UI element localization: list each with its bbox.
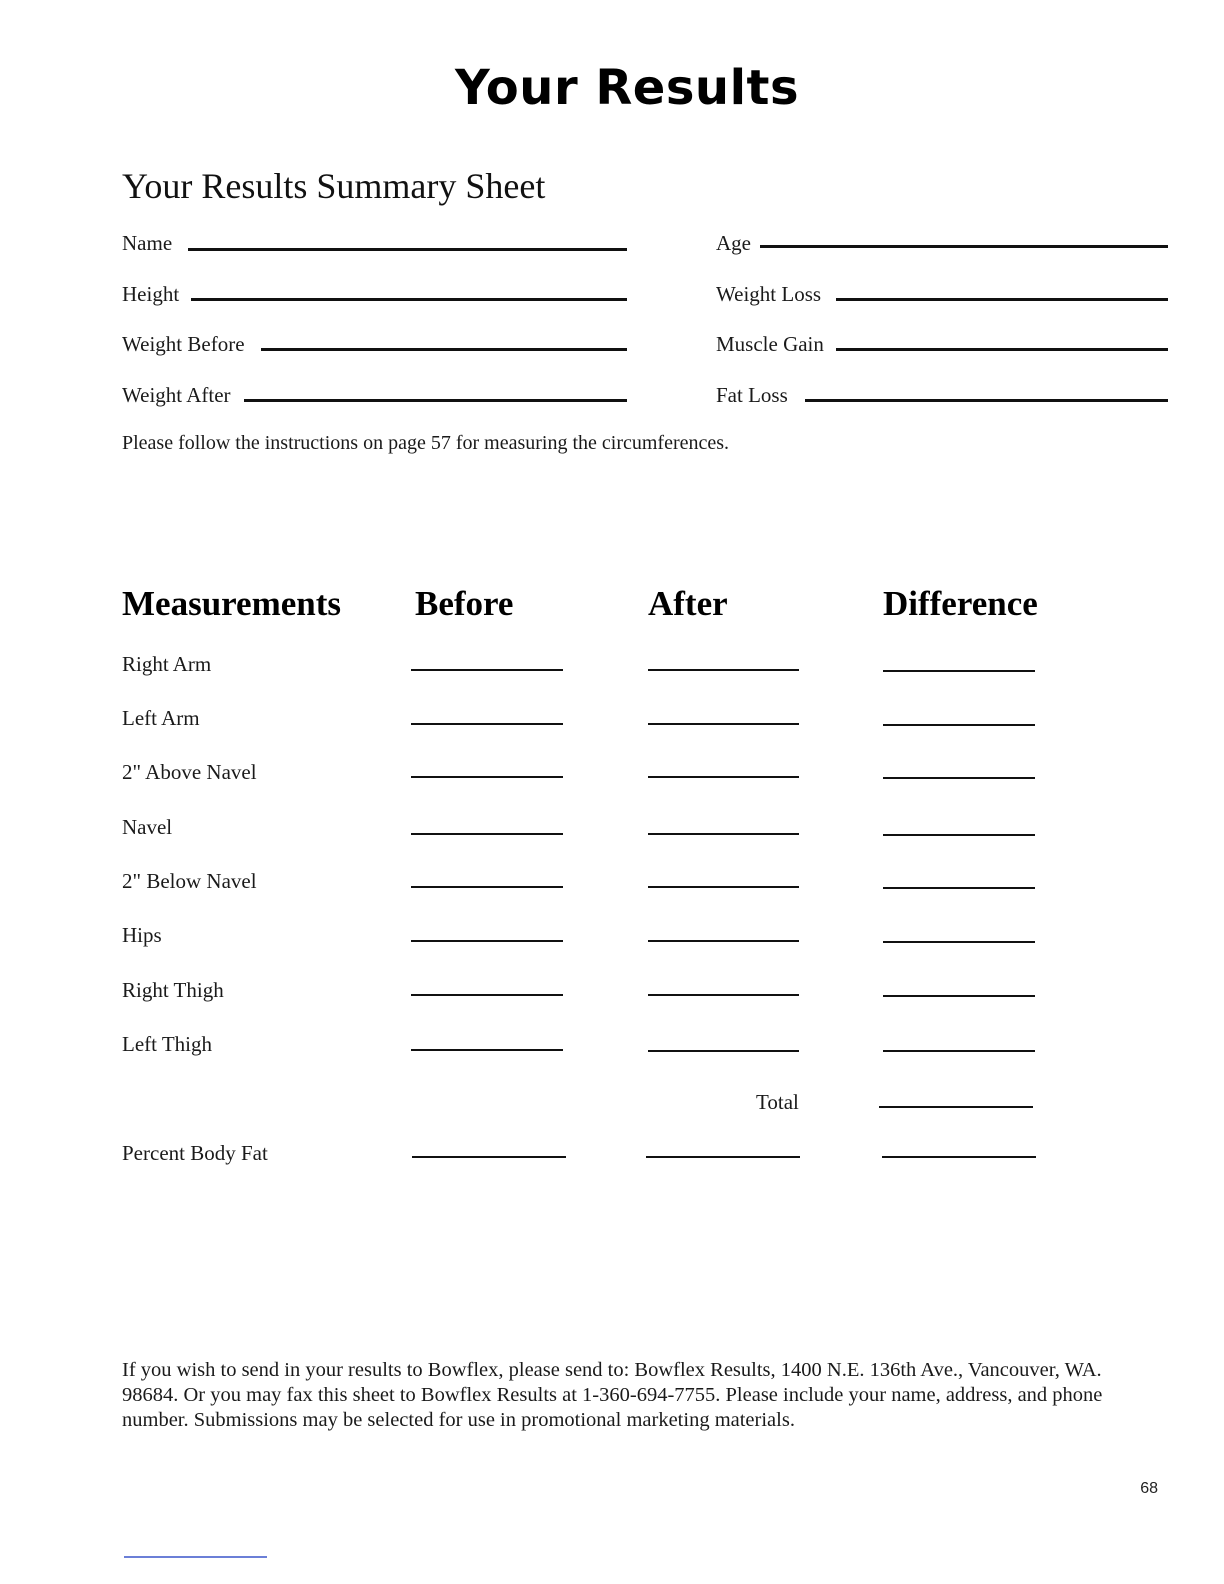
- header-after: After: [648, 584, 728, 623]
- navel-after-field[interactable]: [648, 833, 799, 835]
- weight-before-field[interactable]: [261, 348, 627, 351]
- body-fat-before-field[interactable]: [412, 1156, 566, 1158]
- right-arm-after-field[interactable]: [648, 669, 799, 671]
- hips-difference-field[interactable]: [883, 941, 1035, 943]
- weight-loss-field[interactable]: [836, 298, 1168, 301]
- left-thigh-after-field[interactable]: [648, 1050, 799, 1052]
- row-label-right-arm: Right Arm: [122, 652, 212, 676]
- name-label: Name: [122, 231, 173, 255]
- above-navel-difference-field[interactable]: [883, 777, 1035, 779]
- left-thigh-difference-field[interactable]: [883, 1050, 1035, 1052]
- row-label-body-fat: Percent Body Fat: [122, 1141, 268, 1165]
- left-arm-before-field[interactable]: [411, 723, 563, 725]
- submission-instructions: If you wish to send in your results to Bowflex, please send to: Bowflex Results, 1400 N.E. 136th Ave., Vancouver, WA. 98684. Or you may fax this sheet to Bowflex Results at 1-360-694-7755. Please include your name, address, and phone number. Submissions may be selected for use in promotional marketing materials.: [122, 1359, 1103, 1431]
- body-fat-difference-field[interactable]: [882, 1156, 1036, 1158]
- muscle-gain-field[interactable]: [836, 348, 1168, 351]
- total-field[interactable]: [879, 1106, 1033, 1108]
- height-field[interactable]: [191, 298, 627, 301]
- right-arm-difference-field[interactable]: [883, 670, 1035, 672]
- below-navel-after-field[interactable]: [648, 886, 799, 888]
- right-thigh-after-field[interactable]: [648, 994, 799, 996]
- weight-after-field[interactable]: [244, 399, 627, 402]
- below-navel-difference-field[interactable]: [883, 887, 1035, 889]
- right-arm-before-field[interactable]: [411, 669, 563, 671]
- hips-before-field[interactable]: [411, 940, 563, 942]
- navel-difference-field[interactable]: [883, 834, 1035, 836]
- fat-loss-label: Fat Loss: [716, 383, 788, 407]
- section-title: Your Results Summary Sheet: [122, 166, 546, 206]
- row-label-left-thigh: Left Thigh: [122, 1032, 213, 1056]
- page-title: Your Results: [454, 60, 800, 116]
- row-label-below-navel: 2" Below Navel: [122, 869, 257, 893]
- muscle-gain-label: Muscle Gain: [716, 332, 824, 356]
- instructions-text: Please follow the instructions on page 57 for measuring the circumferences.: [122, 432, 730, 454]
- age-label: Age: [716, 231, 751, 255]
- left-arm-difference-field[interactable]: [883, 724, 1035, 726]
- age-field[interactable]: [760, 245, 1168, 248]
- fat-loss-field[interactable]: [805, 399, 1168, 402]
- total-label: Total: [756, 1090, 799, 1114]
- header-measurements: Measurements: [122, 584, 342, 623]
- below-navel-before-field[interactable]: [411, 886, 563, 888]
- right-thigh-before-field[interactable]: [411, 994, 563, 996]
- weight-before-label: Weight Before: [122, 332, 245, 356]
- above-navel-before-field[interactable]: [411, 776, 563, 778]
- above-navel-after-field[interactable]: [648, 776, 799, 778]
- weight-after-label: Weight After: [122, 383, 231, 407]
- row-label-hips: Hips: [122, 923, 162, 947]
- row-label-right-thigh: Right Thigh: [122, 978, 224, 1002]
- weight-loss-label: Weight Loss: [716, 282, 822, 306]
- left-arm-after-field[interactable]: [648, 723, 799, 725]
- row-label-navel: Navel: [122, 815, 173, 839]
- row-label-above-navel: 2" Above Navel: [122, 760, 257, 784]
- hips-after-field[interactable]: [648, 940, 799, 942]
- right-thigh-difference-field[interactable]: [883, 995, 1035, 997]
- name-field[interactable]: [188, 248, 627, 251]
- header-difference: Difference: [883, 584, 1038, 623]
- header-before: Before: [415, 584, 514, 623]
- row-label-left-arm: Left Arm: [122, 706, 200, 730]
- left-thigh-before-field[interactable]: [411, 1049, 563, 1051]
- navel-before-field[interactable]: [411, 833, 563, 835]
- height-label: Height: [122, 282, 180, 306]
- body-fat-after-field[interactable]: [646, 1156, 800, 1158]
- page-number: 68: [1140, 1480, 1158, 1497]
- bottom-link-underline: [124, 1556, 267, 1558]
